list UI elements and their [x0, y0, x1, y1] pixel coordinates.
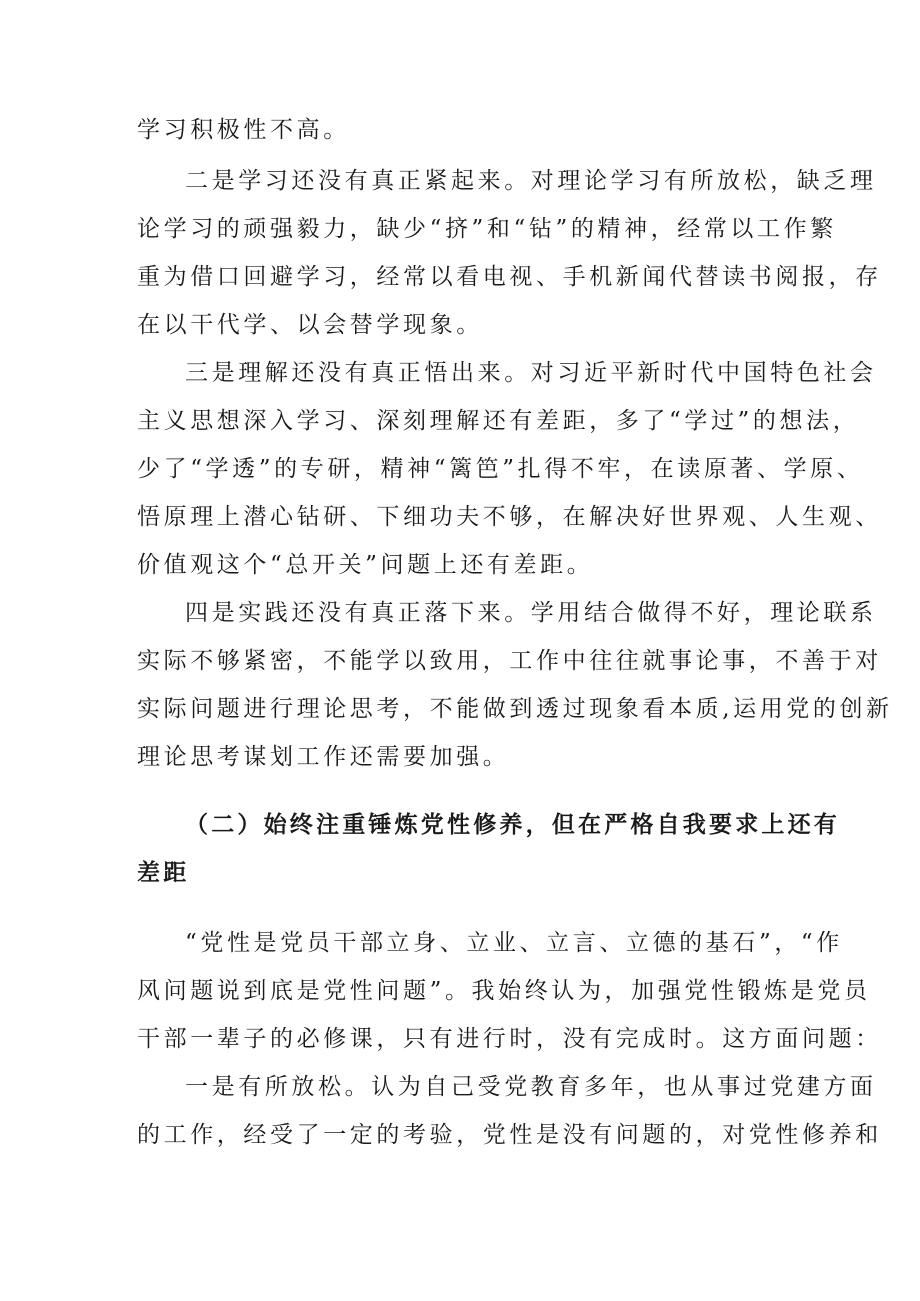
paragraph-line: 理论思考谋划工作还需要加强。	[137, 744, 510, 770]
paragraph-line: 四是实践还没有真正落下来。学用结合做得不好，理论联系	[185, 600, 877, 626]
paragraph-line: 学习积极性不高。	[137, 117, 350, 143]
section-heading: 差距	[137, 860, 190, 886]
paragraph-line: 二是学习还没有真正紧起来。对理论学习有所放松，缺乏理	[185, 168, 877, 194]
section-heading: （二）始终注重锤炼党性修养，但在严格自我要求上还有	[185, 812, 840, 838]
paragraph-line: 一是有所放松。认为自己受党教育多年，也从事过党建方面	[185, 1074, 877, 1100]
paragraph-line: 少了“学透”的专研，精神“篱笆”扎得不牢，在读原著、学原、	[137, 456, 864, 482]
paragraph-line: 风问题说到底是党性问题”。我始终认为，加强党性锻炼是党员	[137, 978, 871, 1004]
paragraph-line: 价值观这个“总开关”问题上还有差距。	[137, 552, 594, 578]
paragraph-line: 干部一辈子的必修课，只有进行时，没有完成时。这方面问题：	[137, 1026, 882, 1052]
paragraph-line: 悟原理上潜心钻研、下细功夫不够，在解决好世界观、人生观、	[137, 504, 882, 530]
paragraph-line: 主义思想深入学习、深刻理解还有差距，多了“学过”的想法，	[137, 408, 860, 434]
paragraph-line: 重为借口回避学习，经常以看电视、手机新闻代替读书阅报，存	[137, 264, 882, 290]
paragraph-line: 的工作，经受了一定的考验，党性是没有问题的，对党性修养和	[137, 1122, 882, 1148]
paragraph-line: 实际问题进行理论思考，不能做到透过现象看本质,运用党的创新	[137, 696, 893, 722]
paragraph-line: 三是理解还没有真正悟出来。对习近平新时代中国特色社会	[185, 360, 877, 386]
paragraph-line: 论学习的顽强毅力，缺少“挤”和“钻”的精神，经常以工作繁	[137, 216, 837, 242]
paragraph-line: “党性是党员干部立身、立业、立言、立德的基石”，“作	[185, 930, 843, 956]
paragraph-line: 实际不够紧密，不能学以致用，工作中往往就事论事，不善于对	[137, 648, 882, 674]
paragraph-line: 在以干代学、以会替学现象。	[137, 312, 483, 338]
